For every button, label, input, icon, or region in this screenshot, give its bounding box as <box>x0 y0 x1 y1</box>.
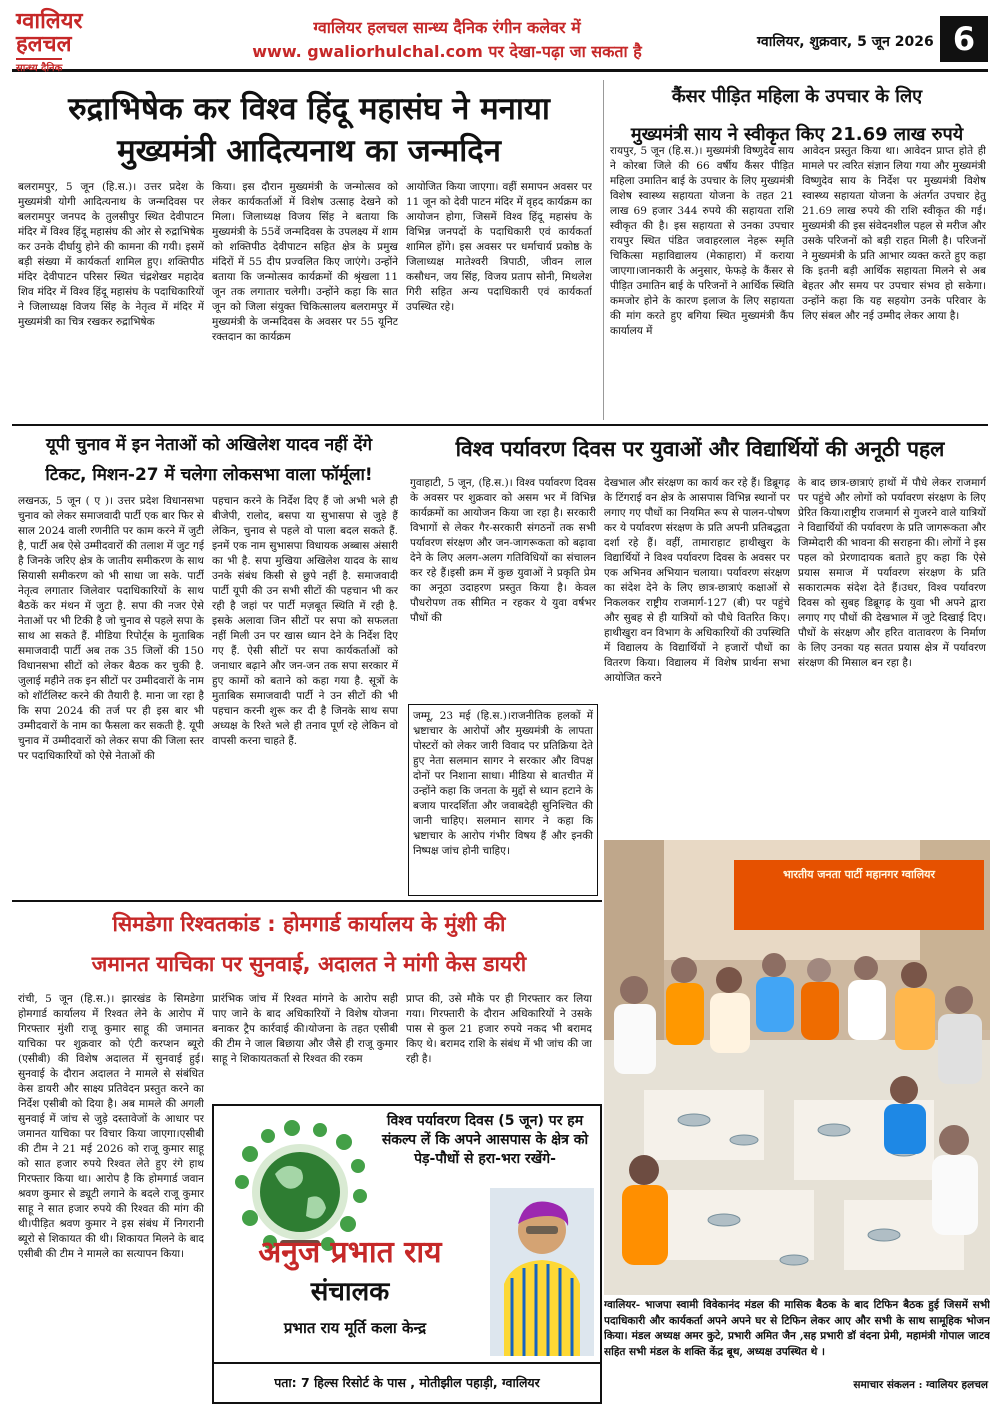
story3-col2: पहचान करने के निर्देश दिए हैं जो अभी भले ही बीजेपी, रालोद, बसपा या सुभासपा से जुड़े हैं लेकिन, चुनाव से पहले वो पाला बदल सकते हैं. इनमें एक नाम सुभासपा विधायक अब्बास अंसारी का भी है. सपा मुखिया अखिलेश यादव के साथ उनके संबंध किसी से छुपे नहीं है. समाजवादी पार्टी यूपी की उन सभी सीटों की पहचान भी कर रही है जहां पर पार्टी मज़बूत स्थिति में रही है. इसके अलावा जिन सीटों पर सपा को सफलता नहीं मिली उन पर खास ध्यान देने के निर्देश दिए गए हैं. ऐसी सीटों पर सपा कार्यकर्ताओं को जनाधार बढ़ाने और जन-जन तक सपा सरकार में हुए कामों को बताने को कहा गया है. सूत्रों के मुताबिक समाजवादी पार्टी ने उन सीटों की भी पहचान करनी शुरू कर दी है जिनके साथ सपा अध्यक्ष के रिश्ते भले ही तनाव पूर्ण रहे लेकिन वो वापसी करना चाहते हैं. <box>212 495 398 747</box>
story1-col2: किया। इस दौरान मुख्यमंत्री के जन्मोत्सव को लेकर कार्यकर्ताओं में विशेष उत्साह देखने को मिला। जिलाध्यक्ष विजय सिंह ने बताया कि मुख्यमंत्री के 55वें जन्मदिवस के उपलक्ष्य में शाम को शक्तिपीठ देवीपाटन सहित क्षेत्र के प्रमुख मंदिरों में 55 दीप प्रज्वलित किए जाएंगे। उन्होंने बताया कि जन्मोत्सव कार्यक्रमों की श्रृंखला 11 जून तक लगातार चलेगी। उन्होंने कहा कि सात जून को जिला संयुक्त चिकित्सालय बलरामपुर में मुख्यमंत्री के जन्मदिवस के अवसर पर 55 यूनिट रक्तदान का कार्यक्रम <box>212 181 398 343</box>
ad-portrait <box>490 1188 594 1356</box>
story5-col2: प्रारंभिक जांच में रिश्वत मांगने के आरोप सही पाए जाने के बाद अधिकारियों ने विशेष योजना बनाकर ट्रैप कार्रवाई की।योजना के तहत एसीबी की टीम ने जाल बिछाया और जैसे ही राजू कुमार साहू ने शिकायतकर्ता से रिश्वत की रकम <box>212 993 398 1065</box>
story4-col2: देखभाल और संरक्षण का कार्य कर रहे हैं। डिब्रूगढ़ के टिंगराई वन क्षेत्र के आसपास विभिन्न स्थानों पर लगाए गए पौधों का नियमित रूप से पालन-पोषण कर ये पर्यावरण संरक्षण के प्रति अपनी प्रतिबद्धता दर्शा रहे हैं। वहीं, तामाराहाट हाथीखुरा के विद्यार्थियों ने विश्व पर्यावरण दिवस के अवसर पर एक अभिनव अभियान चलाया। पर्यावरण संरक्षण का संदेश देने के लिए छात्र-छात्राएं कक्षाओं से निकलकर राष्ट्रीय राजमार्ग-127 (बी) पर पहुंचे और सुबह से ही यात्रियों को पौधे वितरित किए।हाथीखुरा वन विभाग के अधिकारियों की उपस्थिति में विद्यालय के विद्यार्थियों ने हजारों पौधों का वितरण किया। विद्यालय में विशेष प्रार्थना सभा आयोजित करने <box>604 477 790 684</box>
photo-caption: ग्वालियर- भाजपा स्वामी विवेकानंद मंडल की मासिक बैठक के बाद टिफिन बैठक हुई जिसमें सभी पदाधिकारी और कार्यकर्ता अपने अपने घर से टिफिन लेकर आए और सभी के साथ सामूहिक भोजन किया। मंडल अध्यक्ष अमर कुटे, प्रभारी अमित जैन ,सह प्रभारी डॉ वंदना प्रेमी, महामंत्री गोपाल जाटव सहित सभी मंडल के शक्ति केंद्र बूथ, अध्यक्ष उपस्थित थे । <box>604 1299 990 1358</box>
story2-col1: रायपुर, 5 जून (हि.स.)। मुख्यमंत्री विष्णुदेव साय ने कोरबा जिले की 66 वर्षीय कैंसर पीड़ित महिला उमातिन बाई के उपचार के लिए मुख्यमंत्री विशेष स्वास्थ्य सहायता योजना के तहत 21 लाख 69 हजार 344 रुपये की सहायता राशि स्वीकृत की है। इस सहायता से उनका उपचार रायपुर स्थित पंडित जवाहरलाल नेहरू स्मृति चिकित्सा महाविद्यालय (मेकाहारा) में कराया जाएगा।जानकारी के अनुसार, फेफड़े के कैंसर से पीड़ित उमातिन बाई के परिजनों ने आर्थिक स्थिति कमजोर होने के कारण इलाज के लिए सहायता की मांग करते हुए बगिया स्थित मुख्यमंत्री कैंप कार्यालय में <box>610 145 794 337</box>
story5-col3: प्राप्त की, उसे मौके पर ही गिरफ्तार कर लिया गया। गिरफ्तारी के दौरान अधिकारियों ने उसके पास से कुल 21 हजार रुपये नकद भी बरामद किए थे। बरामद राशि के संबंध में भी जांच की जा रही है। <box>406 993 592 1065</box>
story3-headline-line1: यूपी चुनाव में इन नेताओं को अखिलेश यादव नहीं देंगे <box>45 435 373 455</box>
story1-headline-line2: मुख्यमंत्री आदित्यनाथ का जन्मदिन <box>117 133 501 169</box>
ad-name: अनुज प्रभात राय <box>258 1235 442 1270</box>
page-number: 6 <box>940 16 988 62</box>
ad-role: संचालक <box>310 1277 390 1307</box>
story4-headline: विश्व पर्यावरण दिवस पर युवाओं और विद्यार्थियों की अनूठी पहल <box>455 437 945 461</box>
logo-line-3: सान्ध्य दैनिक <box>16 58 62 74</box>
story3-headline <box>14 430 404 490</box>
story4-col1: गुवाहाटी, 5 जून, (हि.स.)। विश्व पर्यावरण दिवस के अवसर पर शुक्रवार को असम भर में विभिन्न कार्यक्रमों का आयोजन किया जा रहा है। सरकारी विभागों से लेकर गैर-सरकारी संगठनों तक सभी पर्यावरण संरक्षण और जन-जागरूकता को बढ़ावा देने के लिए अलग-अलग गतिविधियों का संचालन कर रहे हैं।इसी क्रम में कुछ युवाओं ने प्रकृति प्रेम का अनूठा उदाहरण प्रस्तुत किया है। केवल पौधरोपण तक सीमित न रहकर ये युवा वर्षभर पौधों की <box>410 477 596 624</box>
story5-headline-line2: जमानत याचिका पर सुनवाई, अदालत ने मांगी केस डायरी <box>91 952 527 976</box>
story4-col3: के बाद छात्र-छात्राएं हाथों में पौधे लेकर राजमार्ग पर पहुंचे और लोगों को पर्यावरण संरक्षण के लिए प्रेरित किया।राष्ट्रीय राजमार्ग से गुजरने वाले यात्रियों ने विद्यार्थियों की पर्यावरण के प्रति जागरूकता और जिम्मेदारी की भावना की सराहना की। लोगों ने इस पहल को प्रेरणादायक बताते हुए कहा कि ऐसे प्रयास समाज में पर्यावरण संरक्षण के प्रति सकारात्मक संदेश देते हैं।उधर, विश्व पर्यावरण दिवस को सुबह डिब्रूगढ़ के युवा भी अपने द्वारा लगाए गए पौधों की देखभाल में जुटे दिखाई दिए। पौधों के संरक्षण और हरित वातावरण के निर्माण के लिए उनका यह सतत प्रयास क्षेत्र में पर्यावरण संरक्षण की मिसाल बन रहा है। <box>798 477 986 669</box>
section-rule <box>12 900 602 902</box>
story5-col1: रांची, 5 जून (हि.स.)। झारखंड के सिमडेगा होमगार्ड कार्यालय में रिश्वत लेने के आरोप में गिरफ्तार मुंशी राजू कुमार साहू की जमानत याचिका पर शुक्रवार को एंटी करप्शन ब्यूरो (एसीबी) की विशेष अदालत में सुनवाई हुई। सुनवाई के दौरान अदालत ने मामले से संबंधित केस डायरी और साक्ष्य प्रतिवेदन प्रस्तुत करने का निर्देश एसीबी को दिया है। अब मामले की अगली सुनवाई में जांच से जुड़े दस्तावेजों के आधार पर जमानत याचिका पर विचार किया जाएगा।एसीबी की टीम ने 21 मई 2026 को राजू कुमार साहू को सात हजार रुपये रिश्वत लेते हुए रंगे हाथ गिरफ्तार किया था। आरोप है कि होमगार्ड जवान श्रवण कुमार से ड्यूटी लगाने के बदले राजू कुमार साहू ने सात हजार रुपये की रिश्वत की मांग की थी।पीड़ित श्रवण कुमार ने इस संबंध में निगरानी ब्यूरो से शिकायत की थी। शिकायत मिलने के बाद एसीबी की टीम ने मामले का सत्यापन किया। <box>18 993 204 1260</box>
masthead <box>12 10 988 72</box>
promo-line-1: ग्वालियर हलचल सान्ध्य दैनिक रंगीन कलेवर में <box>313 18 581 37</box>
story1-headline-line1: रुद्राभिषेक कर विश्व हिंदू महासंघ ने मनाया <box>68 91 550 127</box>
logo-line-2: हलचल <box>16 32 72 57</box>
newspaper-logo <box>16 9 144 74</box>
story2-col2: आवेदन प्रस्तुत किया था। आवेदन प्राप्त होते ही मामले पर त्वरित संज्ञान लिया गया और मुख्यमंत्री विष्णुदेव साय के निर्देश पर मुख्यमंत्री विशेष स्वास्थ्य सहायता योजना के अंतर्गत उपचार हेतु 21.69 लाख रुपये की राशि स्वीकृत की गई।मुख्यमंत्री की इस संवेदनशील पहल से मरीज और उसके परिजनों को बड़ी राहत मिली है। परिजनों ने मुख्यमंत्री के प्रति आभार व्यक्त करते हुए कहा कि इतनी बड़ी आर्थिक सहायता मिलने से अब बेहतर और समय पर उपचार संभव हो सकेगा। उन्होंने कहा कि यह सहयोग उनके परिवार के लिए संबल और नई उम्मीद लेकर आया है। <box>802 145 986 322</box>
story3-headline-line2: टिकट, मिशन-27 में चलेगा लोकसभा वाला फॉर्मूला! <box>45 465 373 485</box>
column-divider <box>603 80 604 420</box>
section-rule <box>12 424 988 426</box>
story5-headline-line1: सिमडेगा रिश्वतकांड : होमगार्ड कार्यालय के मुंशी की <box>112 912 506 936</box>
story1-col1: बलरामपुर, 5 जून (हि.स.)। उत्तर प्रदेश के मुख्यमंत्री योगी आदित्यनाथ के जन्मदिवस पर बलरामपुर जनपद के तुलसीपुर स्थित देवीपाटन मंदिर में विश्व हिंदू महासंघ की ओर से रुद्राभिषेक कर उनके दीर्घायु होने की कामना की गयी। इसमें बड़ी संख्या में कार्यकर्ता शामिल हुए। शक्तिपीठ मंदिर देवीपाटन परिसर स्थित चंद्रशेखर महादेव शिव मंदिर में विश्व हिंदू महासंघ के पदाधिकारियों ने जिलाध्यक्ष विजय सिंह के नेतृत्व में मंदिर में मुख्यमंत्री का चित्र रखकर रुद्राभिषेक <box>18 181 204 328</box>
logo-line-1: ग्वालियर <box>16 9 83 34</box>
story3-col1: लखनऊ, 5 जून ( ए )। उत्तर प्रदेश विधानसभा चुनाव को लेकर समाजवादी पार्टी एक बार फिर से साल 2024 वाली रणनीति पर काम करने में जुटी है, पार्टी अब ऐसे उम्मीदवारों की तलाश में जुट गई है जिनके जरिए क्षेत्र के जातीय समीकरण के साथ सियासी समीकरण को भी साधा जा सके. पार्टी नेतृत्व लगातार जिलेवार पदाधिकारियों के साथ बैठकें कर मंथन में जुटा है. सपा की नजर ऐसे नेताओं पर भी टिकी है जो चुनाव से पहले सपा के साथ आ सकते हैं. मीडिया रिपोर्ट्स के मुताबिक समाजवादी पार्टी अब तक 35 जिलों की 150 विधानसभा सीटों को लेकर बैठक कर चुकी है. जुलाई महीने तक इन सीटों पर उम्मीदवारों के नाम को शॉर्टलिस्ट करने की तैयारी है. माना जा रहा है कि सपा 2024 की तर्ज पर ही इस बार भी उम्मीदवारों के नाम का फैसला कर सकती है. यूपी चुनाव में उम्मीदवारों को लेकर सपा की जिला स्तर पर पदाधिकारियों को ऐसे नेताओं की <box>18 495 204 762</box>
brief-news-box: जम्मू, 23 मई (हि.स.)।राजनीतिक हलकों में भ्रष्टाचार के आरोपों और मुख्यमंत्री के लापता पोस्टरों को लेकर जारी विवाद पर प्रतिक्रिया देते हुए नेता सलमान सागर ने सरकार और विपक्ष दोनों पर निशाना साधा। मीडिया से बातचीत में उन्होंने कहा कि जनता के मुद्दों से ध्यान हटाने के बजाय पारदर्शिता और जवाबदेही सुनिश्चित की जानी चाहिए। सलमान सागर ने कहा कि भ्रष्टाचार के आरोप गंभीर विषय हैं और इनकी निष्पक्ष जांच होनी चाहिए। <box>408 704 598 896</box>
photo-credit: समाचार संकलन : ग्वालियर हलचल <box>853 1379 988 1391</box>
group-meal-photo <box>604 840 990 1295</box>
story1-col3: आयोजित किया जाएगा। वहीं समापन अवसर पर 11 जून को देवी पाटन मंदिर में वृहद कार्यक्रम का आयोजन होगा, जिसमें विश्व हिंदू महासंघ के विभिन्न जनपदों के पदाधिकारी एवं कार्यकर्ता शामिल होंगे। इस अवसर पर धर्माचार्य प्रकोष्ठ के जिलाध्यक्ष मातेश्वरी त्रिपाठी, जीवन लाल कसौधन, जय सिंह, विजय प्रताप सोनी, मिथलेश गिरी सहित अन्य पदाधिकारी एवं कार्यकर्ता उपस्थित रहे। <box>406 181 592 313</box>
tiffin-meeting-photo <box>604 840 990 1295</box>
story2-headline-line2: मुख्यमंत्री साय ने स्वीकृत किए 21.69 लाख रुपये <box>630 124 964 145</box>
story1-headline <box>14 88 604 172</box>
promo-line-2: www. gwaliorhulchal.com पर देखा-पढ़ा जा सकता है <box>252 42 642 61</box>
ad-org: प्रभात राय मूर्ति कला केन्द्र <box>283 1319 427 1337</box>
advertisement <box>212 1104 602 1404</box>
ad-address: पता: 7 हिल्स रिसोर्ट के पास , मोतीझील पहाड़ी, ग्वालियर <box>214 1362 600 1400</box>
story5-headline <box>14 904 604 984</box>
person-portrait-icon <box>490 1188 594 1356</box>
ad-slogan: विश्व पर्यावरण दिवस (5 जून) पर हम संकल्प लें कि अपने आसपास के क्षेत्र को पेड़-पौधों से हरा-भरा रखेंगे- <box>381 1113 589 1167</box>
masthead-promo <box>187 16 707 62</box>
banner-text: भारतीय जनता पार्टी महानगर ग्वालियर <box>782 868 936 881</box>
story2-headline-line1: कैंसर पीड़ित महिला के उपचार के लिए <box>671 86 923 107</box>
dateline: ग्वालियर, शुक्रवार, 5 जून 2026 <box>757 34 934 50</box>
story2-headline <box>606 78 988 154</box>
